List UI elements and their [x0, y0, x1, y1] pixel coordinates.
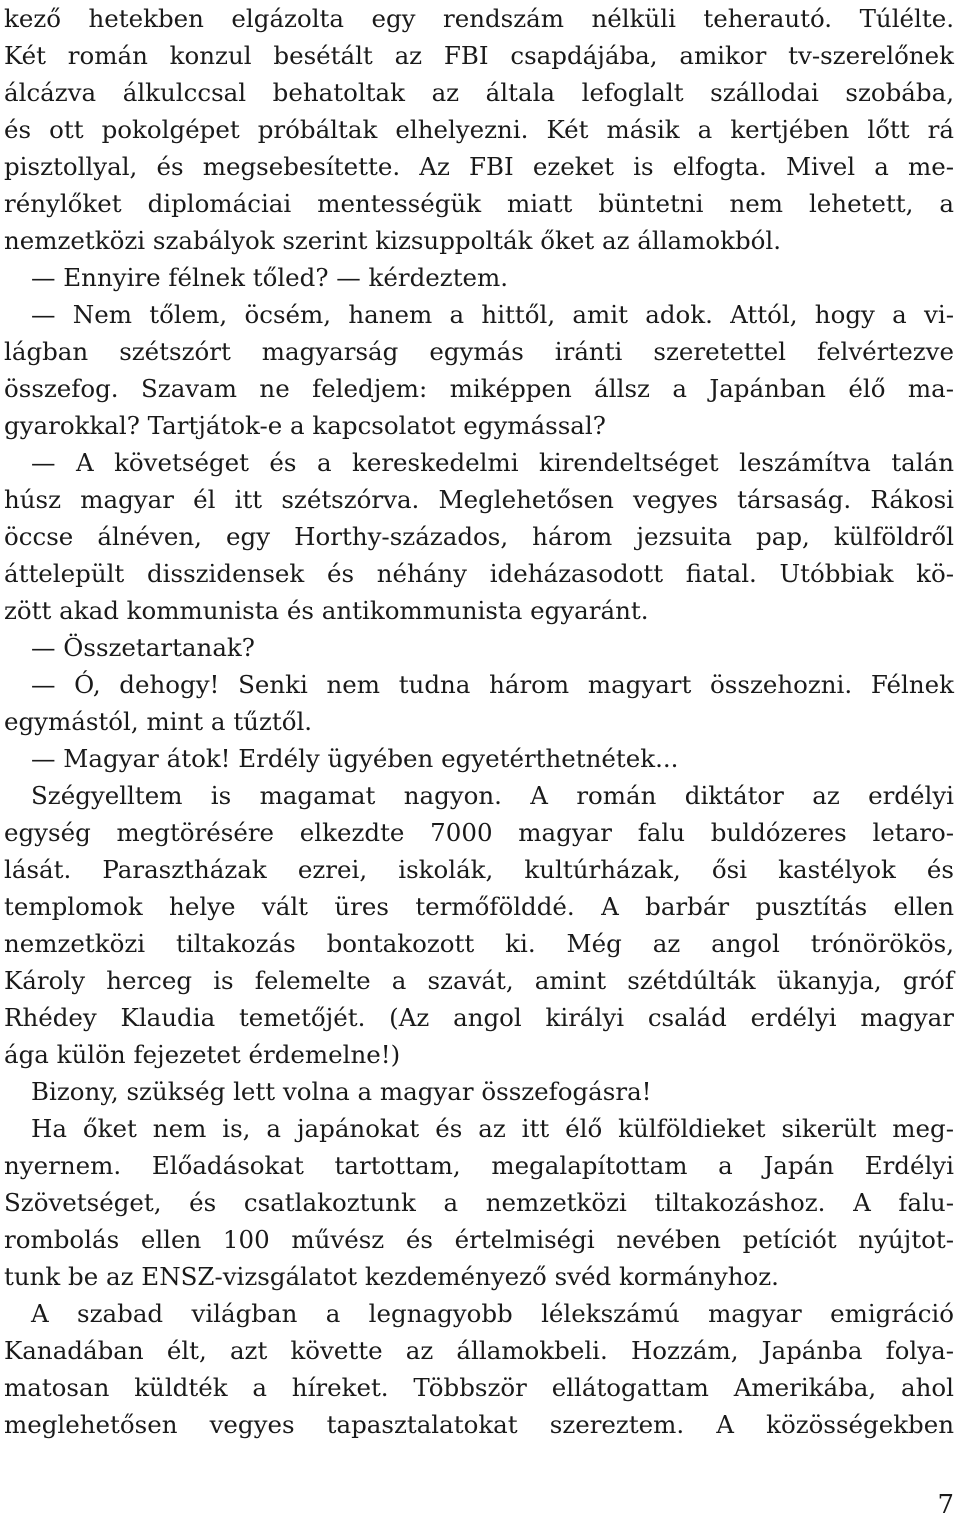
text-line: ága külön fejezetet érdemelne!): [4, 1040, 401, 1069]
text-line: — Ennyire félnek tőled? — kérdeztem.: [31, 263, 509, 292]
text-line: egység megtörésére elkezdte 7000 magyar falu buldózeres letaro-: [4, 818, 954, 847]
text-line: húsz magyar él itt szétszórva. Meglehetősen vegyes társaság. Rákosi: [4, 485, 954, 514]
text-line: Rhédey Klaudia temetőjét. (Az angol királyi család erdélyi magyar: [4, 1003, 954, 1032]
text-line: Két román konzul besétált az FBI csapdájába, amikor tv-szerelőnek: [4, 41, 954, 70]
text-line: tunk be az ENSZ-vizsgálatot kezdeményező svéd kormányhoz.: [4, 1262, 779, 1291]
text-line: kező hetekben elgázolta egy rendszám nélküli teherautó. Túlélte.: [4, 4, 954, 33]
text-line: Károly herceg is felemelte a szavát, amint szétdúlták ükanyja, gróf: [4, 966, 954, 995]
text-line: Bizony, szükség lett volna a magyar összefogásra!: [31, 1077, 652, 1106]
text-line: — Nem tőlem, öcsém, hanem a hittől, amit adok. Attól, hogy a vi-: [31, 300, 954, 329]
text-line: — A követséget és a kereskedelmi kirendeltséget leszámítva talán: [31, 448, 954, 477]
text-line: álcázva álkulccsal behatoltak az általa lefoglalt szállodai szobába,: [4, 78, 954, 107]
text-line: rombolás ellen 100 művész és értelmiségi nevében petíciót nyújtot-: [4, 1225, 954, 1254]
text-line: Szégyelltem is magamat nagyon. A román diktátor az erdélyi: [31, 781, 954, 810]
text-line: összefog. Szavam ne feledjem: miképpen állsz a Japánban élő ma-: [4, 374, 954, 403]
text-line: meglehetősen vegyes tapasztalatokat szereztem. A közösségekben: [4, 1410, 954, 1439]
text-line: lágban szétszórt magyarság egymás iránti szeretettel felvértezve: [4, 337, 954, 366]
text-line: templomok helye vált üres termőfölddé. A barbár pusztítás ellen: [4, 892, 954, 921]
text-line: és ott pokolgépet próbáltak elhelyezni. Két másik a kertjében lőtt rá: [4, 115, 954, 144]
text-line: nyernem. Előadásokat tartottam, megalapítottam a Japán Erdélyi: [4, 1151, 954, 1180]
text-line: Kanadában élt, azt követte az államokbeli. Hozzám, Japánba folya-: [4, 1336, 954, 1365]
text-line: A szabad világban a legnagyobb lélekszámú magyar emigráció: [31, 1299, 954, 1328]
text-line: nemzetközi szabályok szerint kizsuppolták őket az államokból.: [4, 226, 782, 255]
text-line: matosan küldték a híreket. Többször ellátogattam Amerikába, ahol: [4, 1373, 954, 1402]
text-line: nemzetközi tiltakozás bontakozott ki. Még az angol trónörökös,: [4, 929, 954, 958]
text-line: pisztollyal, és megsebesítette. Az FBI ezeket is elfogta. Mivel a me-: [4, 152, 954, 181]
text-line: — Ó, dehogy! Senki nem tudna három magyart összehozni. Félnek: [31, 670, 954, 699]
text-line: zött akad kommunista és antikommunista egyaránt.: [4, 596, 649, 625]
book-page: [4, 0, 954, 1526]
text-line: egymástól, mint a tűztől.: [4, 707, 313, 736]
text-line: lását. Parasztházak ezrei, iskolák, kultúrházak, ősi kastélyok és: [4, 855, 954, 884]
text-line: — Magyar átok! Erdély ügyében egyetérthetnétek...: [31, 744, 679, 773]
text-line: áttelepült disszidensek és néhány ideházasodott fiatal. Utóbbiak kö-: [4, 559, 954, 588]
page-number: 7: [937, 1490, 954, 1520]
text-line: öccse álnéven, egy Horthy-százados, három jezsuita pap, külföldről: [4, 522, 954, 551]
text-line: rénylőket diplomáciai mentességük miatt büntetni nem lehetett, a: [4, 189, 954, 218]
text-line: Ha őket nem is, a japánokat és az itt élő külföldieket sikerült meg-: [31, 1114, 954, 1143]
text-line: Szövetséget, és csatlakoztunk a nemzetközi tiltakozáshoz. A falu-: [4, 1188, 954, 1217]
text-line: gyarokkal? Tartjátok-e a kapcsolatot egymással?: [4, 411, 606, 440]
text-line: — Összetartanak?: [31, 633, 255, 662]
